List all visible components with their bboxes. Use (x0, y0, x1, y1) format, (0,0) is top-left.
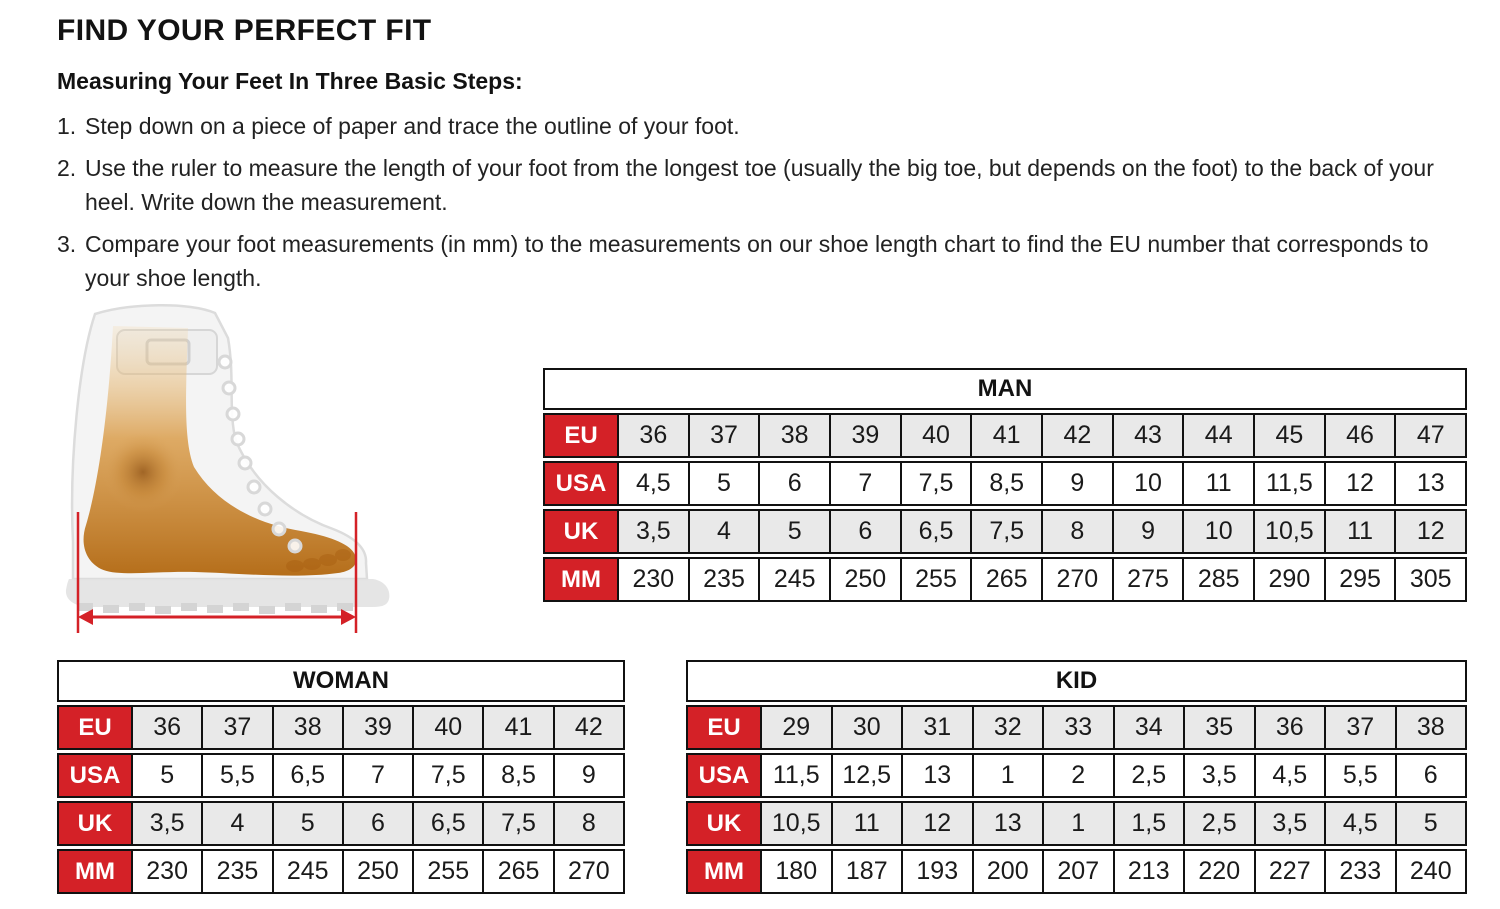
size-cell: 11,5 (1253, 463, 1324, 504)
page-title: FIND YOUR PERFECT FIT (57, 14, 432, 47)
step-item-2 (57, 151, 1465, 219)
row-label-uk: UK (545, 511, 617, 552)
size-cell: 4 (688, 511, 759, 552)
row-label-eu: EU (688, 707, 760, 748)
size-row-eu (57, 705, 625, 750)
boot-xray-measurement-illustration (55, 300, 395, 645)
size-cell: 35 (1183, 707, 1254, 748)
size-cell: 7 (342, 755, 412, 796)
size-cell: 3,5 (131, 803, 201, 844)
size-row-uk (543, 509, 1467, 554)
size-cell: 5 (758, 511, 829, 552)
size-cell: 30 (831, 707, 902, 748)
size-cell: 180 (760, 851, 831, 892)
size-cell: 40 (900, 415, 971, 456)
row-label-mm: MM (688, 851, 760, 892)
size-cell: 213 (1113, 851, 1184, 892)
size-cell: 32 (972, 707, 1043, 748)
size-cell: 9 (553, 755, 623, 796)
size-cell: 7,5 (900, 463, 971, 504)
size-row-eu (686, 705, 1467, 750)
size-cell: 8 (553, 803, 623, 844)
size-cell: 6 (758, 463, 829, 504)
size-table-woman (57, 660, 625, 894)
boot-sole (66, 579, 389, 607)
size-row-mm (543, 557, 1467, 602)
size-cell: 4,5 (617, 463, 688, 504)
size-cell: 2,5 (1183, 803, 1254, 844)
size-row-uk (57, 801, 625, 846)
step-item-3 (57, 227, 1465, 295)
size-cell: 46 (1324, 415, 1395, 456)
size-cell: 290 (1253, 559, 1324, 600)
size-cell: 1,5 (1113, 803, 1184, 844)
table-title-woman: WOMAN (57, 660, 625, 702)
size-cell: 36 (617, 415, 688, 456)
step-text: Use the ruler to measure the length of your foot from the longest toe (usually the big toe, but depends on the foot) to the back of your heel. Write down the measurement. (85, 155, 1434, 215)
size-row-uk (686, 801, 1467, 846)
size-cell: 38 (758, 415, 829, 456)
size-cell: 44 (1182, 415, 1253, 456)
size-cell: 7,5 (412, 755, 482, 796)
size-cell: 13 (972, 803, 1043, 844)
size-cell: 207 (1042, 851, 1113, 892)
section-subtitle: Measuring Your Feet In Three Basic Steps: (57, 68, 523, 94)
size-cell: 295 (1324, 559, 1395, 600)
size-cell: 250 (829, 559, 900, 600)
size-cell: 10,5 (760, 803, 831, 844)
size-cell: 193 (901, 851, 972, 892)
size-cell: 37 (688, 415, 759, 456)
size-cell: 4,5 (1254, 755, 1325, 796)
size-table-kid (686, 660, 1467, 894)
size-cell: 41 (970, 415, 1041, 456)
size-cell: 10,5 (1253, 511, 1324, 552)
size-cell: 6 (342, 803, 412, 844)
size-cell: 4 (201, 803, 271, 844)
size-cell: 235 (201, 851, 271, 892)
row-label-uk: UK (688, 803, 760, 844)
size-cell: 275 (1112, 559, 1183, 600)
size-cell: 9 (1112, 511, 1183, 552)
size-cell: 34 (1113, 707, 1184, 748)
size-cell: 265 (970, 559, 1041, 600)
size-cell: 42 (553, 707, 623, 748)
size-cell: 11 (1182, 463, 1253, 504)
size-cell: 227 (1254, 851, 1325, 892)
row-label-usa: USA (59, 755, 131, 796)
size-cell: 250 (342, 851, 412, 892)
size-table-man (543, 368, 1467, 602)
step-text: Compare your foot measurements (in mm) to the measurements on our shoe length chart to find the EU number that corresponds to your shoe length. (85, 231, 1429, 291)
size-cell: 6,5 (900, 511, 971, 552)
size-cell: 37 (201, 707, 271, 748)
size-cell: 36 (131, 707, 201, 748)
measuring-steps-list (57, 109, 1465, 295)
size-cell: 7 (829, 463, 900, 504)
row-label-usa: USA (688, 755, 760, 796)
size-cell: 1 (1042, 803, 1113, 844)
step-text: Step down on a piece of paper and trace the outline of your foot. (85, 113, 740, 139)
table-title-kid: KID (686, 660, 1467, 702)
size-cell: 255 (900, 559, 971, 600)
size-row-mm (686, 849, 1467, 894)
size-cell: 39 (342, 707, 412, 748)
size-row-usa (57, 753, 625, 798)
row-label-uk: UK (59, 803, 131, 844)
table-title-man: MAN (543, 368, 1467, 410)
size-cell: 41 (482, 707, 552, 748)
size-cell: 29 (760, 707, 831, 748)
size-cell: 8 (1041, 511, 1112, 552)
size-row-usa (543, 461, 1467, 506)
size-cell: 33 (1042, 707, 1113, 748)
size-cell: 11 (1324, 511, 1395, 552)
size-row-mm (57, 849, 625, 894)
size-cell: 230 (131, 851, 201, 892)
size-cell: 4,5 (1324, 803, 1395, 844)
size-cell: 255 (412, 851, 482, 892)
row-label-mm: MM (59, 851, 131, 892)
size-cell: 38 (272, 707, 342, 748)
size-cell: 7,5 (482, 803, 552, 844)
size-cell: 5,5 (201, 755, 271, 796)
size-cell: 5,5 (1324, 755, 1395, 796)
size-cell: 11,5 (760, 755, 831, 796)
size-cell: 270 (1041, 559, 1112, 600)
ankle-bone (103, 432, 183, 512)
size-cell: 6,5 (412, 803, 482, 844)
size-cell: 45 (1253, 415, 1324, 456)
size-cell: 42 (1041, 415, 1112, 456)
size-cell: 3,5 (617, 511, 688, 552)
size-cell: 245 (758, 559, 829, 600)
size-cell: 2,5 (1113, 755, 1184, 796)
size-cell: 37 (1324, 707, 1395, 748)
size-cell: 39 (829, 415, 900, 456)
step-number: 1. (57, 113, 77, 139)
size-cell: 13 (901, 755, 972, 796)
row-label-usa: USA (545, 463, 617, 504)
size-cell: 10 (1112, 463, 1183, 504)
size-cell: 1 (972, 755, 1043, 796)
size-cell: 245 (272, 851, 342, 892)
size-cell: 3,5 (1183, 755, 1254, 796)
size-cell: 265 (482, 851, 552, 892)
step-item-1 (57, 109, 1465, 143)
size-cell: 270 (553, 851, 623, 892)
row-label-eu: EU (59, 707, 131, 748)
size-cell: 5 (1395, 803, 1466, 844)
size-cell: 7,5 (970, 511, 1041, 552)
size-cell: 9 (1041, 463, 1112, 504)
size-cell: 12 (1324, 463, 1395, 504)
size-cell: 200 (972, 851, 1043, 892)
step-number: 2. (57, 155, 77, 181)
size-cell: 43 (1112, 415, 1183, 456)
row-label-eu: EU (545, 415, 617, 456)
size-row-usa (686, 753, 1467, 798)
size-cell: 233 (1324, 851, 1395, 892)
size-cell: 6 (829, 511, 900, 552)
size-cell: 2 (1042, 755, 1113, 796)
size-cell: 40 (412, 707, 482, 748)
size-cell: 305 (1394, 559, 1465, 600)
size-cell: 5 (272, 803, 342, 844)
size-cell: 187 (831, 851, 902, 892)
size-cell: 3,5 (1254, 803, 1325, 844)
size-cell: 5 (688, 463, 759, 504)
size-cell: 12,5 (831, 755, 902, 796)
step-number: 3. (57, 231, 77, 257)
size-cell: 11 (831, 803, 902, 844)
size-cell: 12 (901, 803, 972, 844)
size-cell: 38 (1395, 707, 1466, 748)
size-cell: 5 (131, 755, 201, 796)
size-cell: 6,5 (272, 755, 342, 796)
size-cell: 10 (1182, 511, 1253, 552)
size-cell: 47 (1394, 415, 1465, 456)
size-cell: 8,5 (482, 755, 552, 796)
size-cell: 31 (901, 707, 972, 748)
size-cell: 8,5 (970, 463, 1041, 504)
size-cell: 36 (1254, 707, 1325, 748)
size-cell: 240 (1395, 851, 1466, 892)
size-cell: 12 (1394, 511, 1465, 552)
size-cell: 220 (1183, 851, 1254, 892)
size-cell: 235 (688, 559, 759, 600)
size-cell: 230 (617, 559, 688, 600)
size-cell: 285 (1182, 559, 1253, 600)
size-cell: 6 (1395, 755, 1466, 796)
size-guide-intro (57, 14, 1465, 303)
row-label-mm: MM (545, 559, 617, 600)
size-row-eu (543, 413, 1467, 458)
size-cell: 13 (1394, 463, 1465, 504)
